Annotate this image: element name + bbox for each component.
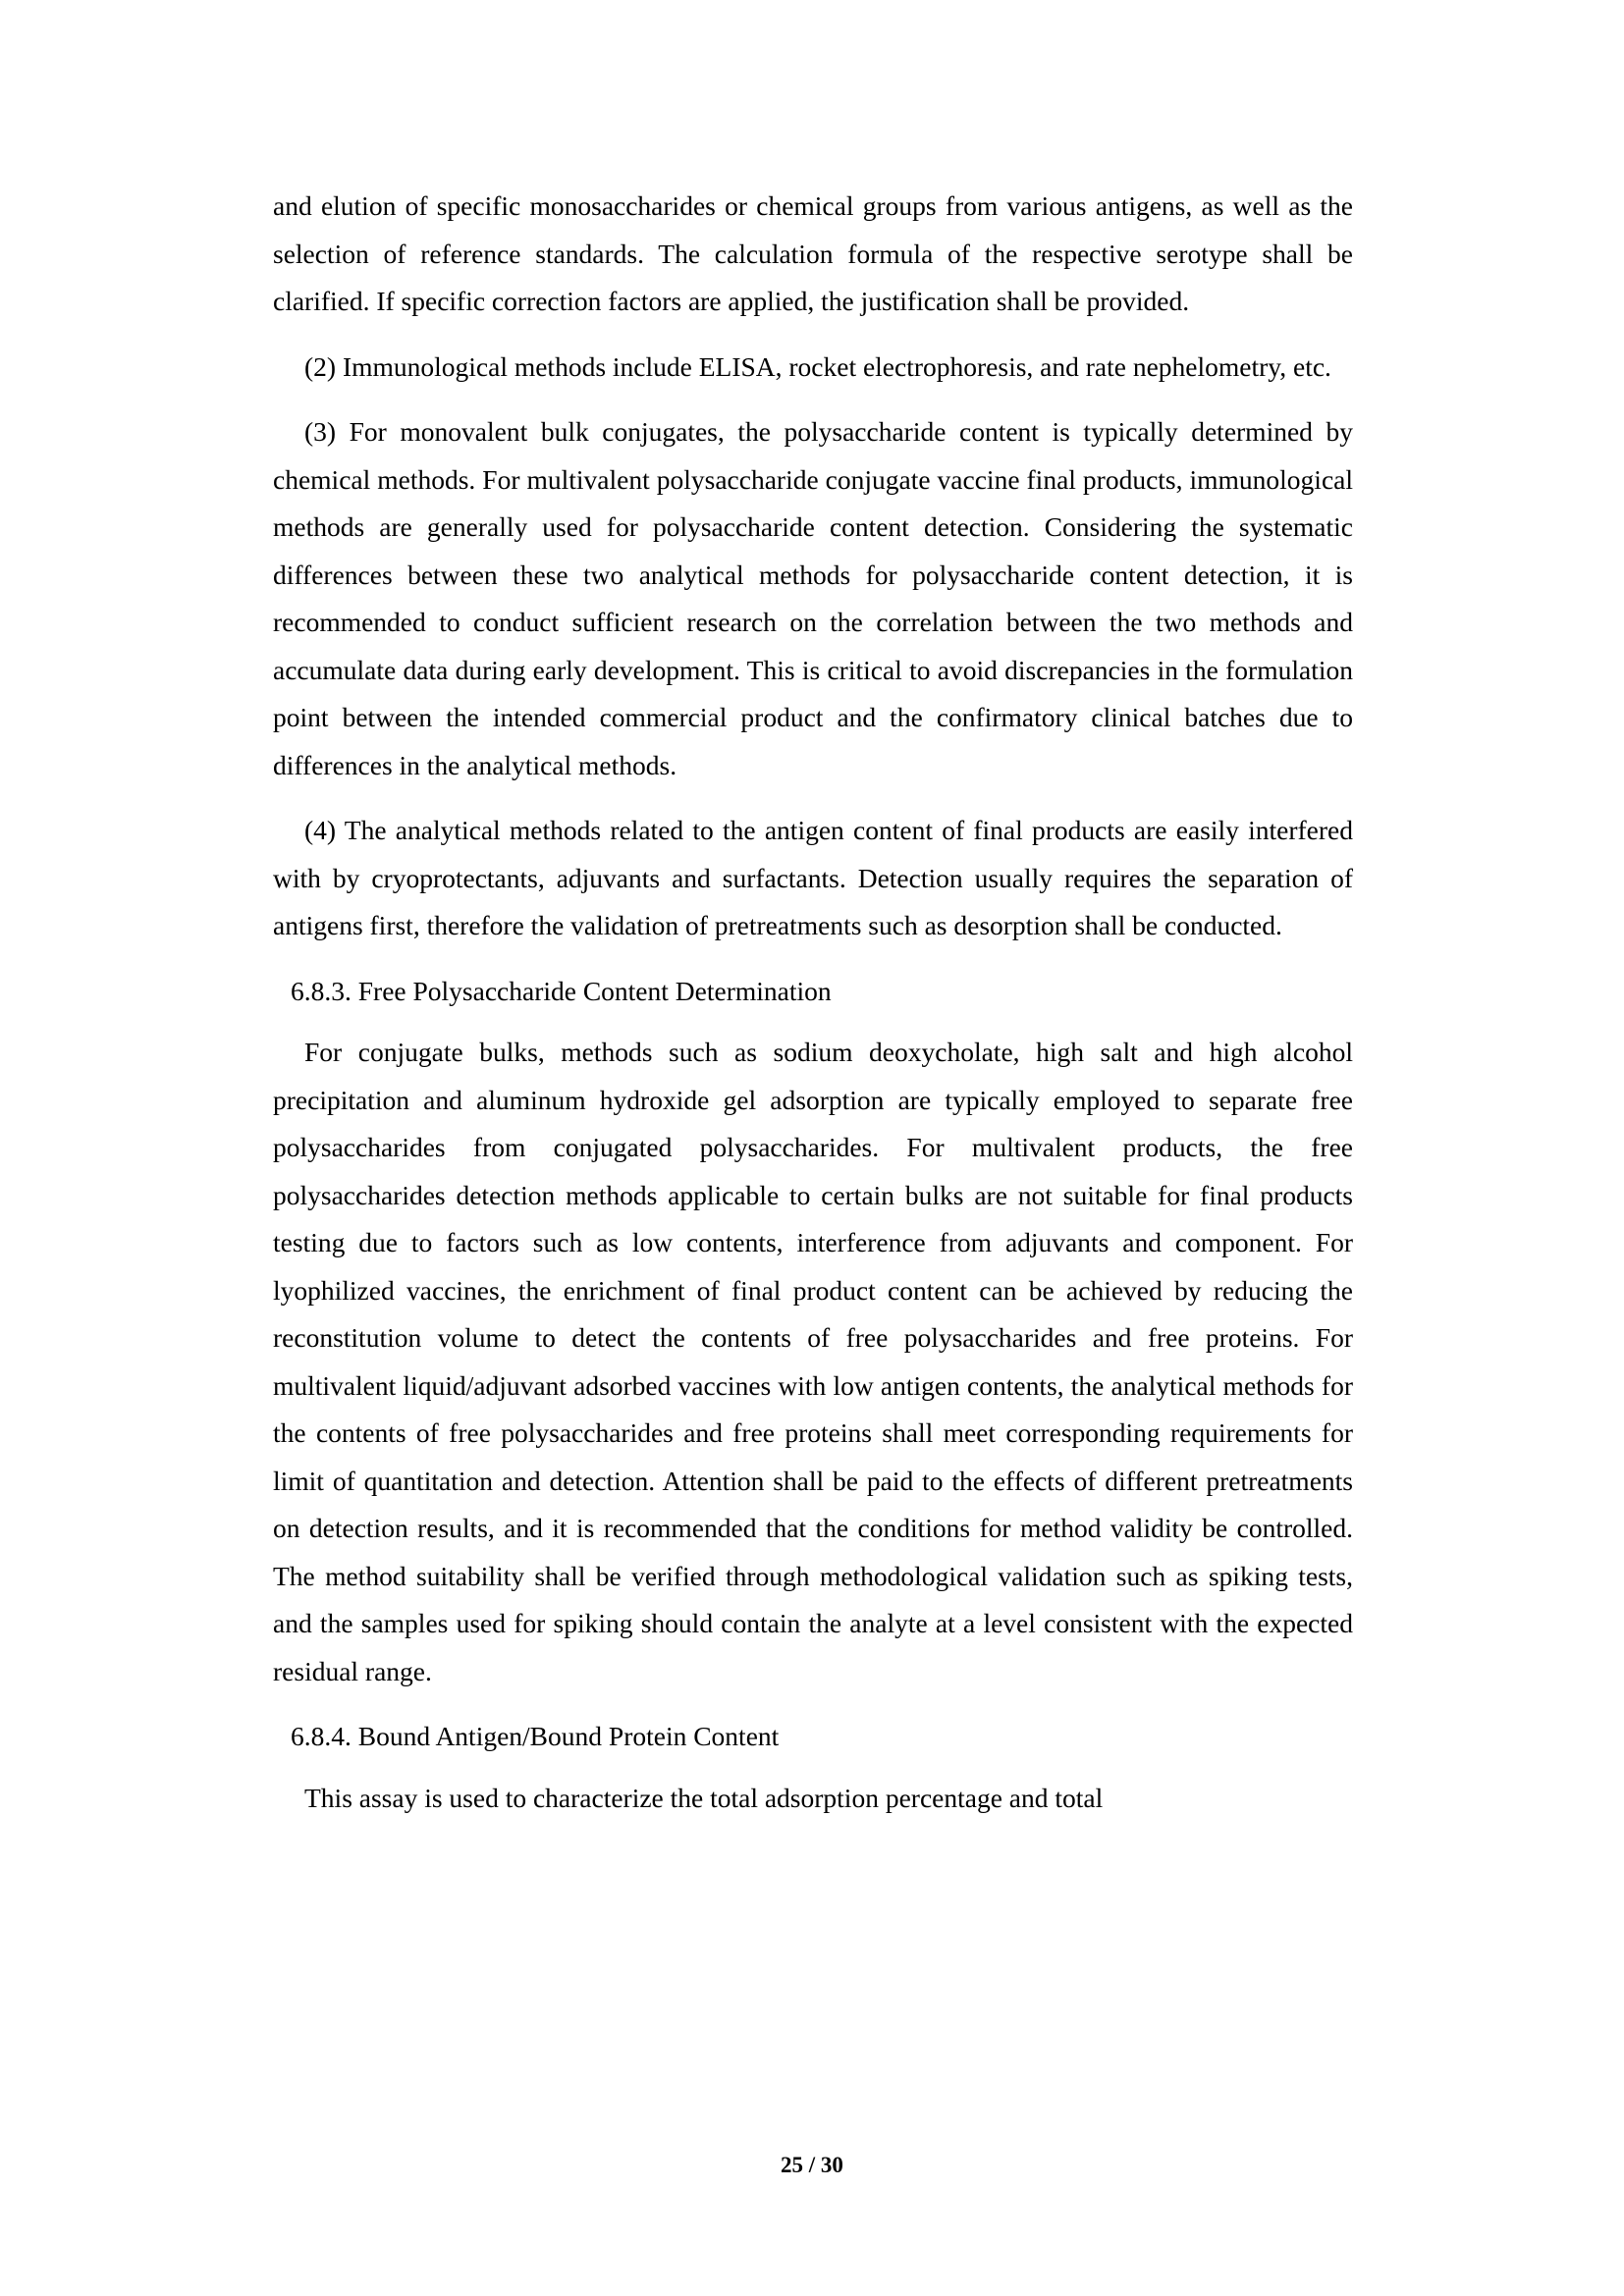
paragraph-bound-antigen: This assay is used to characterize the total adsorption percentage and total [304,1782,1104,1813]
paragraph-item-4: (4) The analytical methods related to the antigen content of final products are easily interfered with by cryoprotectants, adjuvants and surfactants. Detection usually requires the separation of antigens first, therefore the validation of pretreatments such as desorption shall be conducted. [273,815,1353,940]
section-heading-6-8-3: 6.8.3. Free Polysaccharide Content Determination [291,975,832,1006]
paragraph-item-3: (3) For monovalent bulk conjugates, the polysaccharide content is typically determined by chemical methods. For multivalent polysaccharide conjugate vaccine final products, immunological methods are generally used for polysaccharide content detection. Considering the systematic differences between these two analytical methods for polysaccharide content detection, it is recommended to conduct sufficient research on the correlation between the two methods and accumulate data during early development. This is critical to avoid discrepancies in the formulation point between the intended commercial product and the confirmatory clinical batches due to differences in the analytical methods. [273,416,1353,780]
paragraph-free-polysaccharide: For conjugate bulks, methods such as sodium deoxycholate, high salt and high alcohol precipitation and aluminum hydroxide gel adsorption are typically employed to separate free polysaccharides from conjugated polysaccharides. For multivalent products, the free polysaccharides detection methods applicable to certain bulks are not suitable for final products testing due to factors such as low contents, interference from adjuvants and component. For lyophilized vaccines, the enrichment of final product content can be achieved by reducing the reconstitution volume to detect the contents of free polysaccharides and free proteins. For multivalent liquid/adjuvant adsorbed vaccines with low antigen contents, the analytical methods for the contents of free polysaccharides and free proteins shall meet corresponding requirements for limit of quantitation and detection. Attention shall be paid to the effects of different pretreatments on detection results, and it is recommended that the conditions for method validity be controlled. The method suitability shall be verified through methodological validation such as spiking tests, and the samples used for spiking should contain the analyte at a level consistent with the expected residual range. [273,1037,1353,1686]
paragraph-continuation: and elution of specific monosaccharides or chemical groups from various antigens, as well as the selection of reference standards. The calculation formula of the respective serotype shall be clarified. If specific correction factors are applied, the justification shall be provided. [273,190,1353,316]
paragraph-spacer [273,391,1353,408]
heading-spacer [273,1761,1353,1775]
paragraph-spacer [273,950,1353,968]
paragraph-spacer [273,789,1353,807]
page-number: 25 / 30 [781,2153,843,2177]
paragraph-spacer [273,1695,1353,1713]
paragraph-spacer [273,326,1353,344]
section-heading-6-8-4: 6.8.4. Bound Antigen/Bound Protein Content [291,1721,780,1751]
heading-spacer [273,1015,1353,1029]
paragraph-item-2: (2) Immunological methods include ELISA, rocket electrophoresis, and rate nephelometry, etc. [304,350,1331,382]
page-body [273,183,1353,1822]
